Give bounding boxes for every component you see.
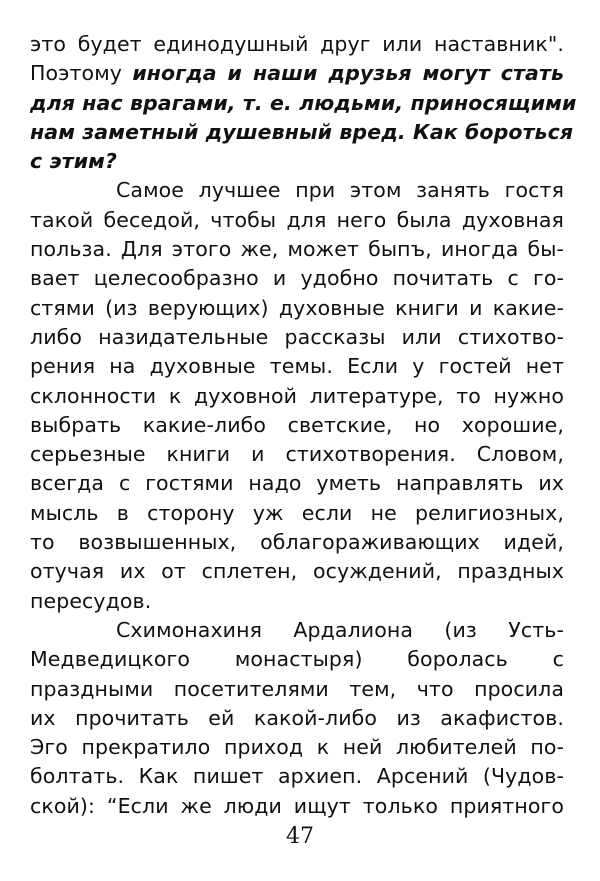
- text-line: либо назидательные рассказы или стихотво-: [30, 324, 564, 349]
- text-line: серьезные книги и стихотворения. Словом,: [30, 442, 564, 467]
- text-line: их прочитать ей какой-либо из акафистов.: [30, 705, 564, 730]
- text-line: ской): “Если же люди ищут только приятного: [30, 793, 564, 818]
- document-page: [30, 30, 577, 821]
- paragraph-start: Схимонахиня Ардалиона (из Усть-: [116, 617, 564, 642]
- text-line: [30, 59, 564, 88]
- text-line: такой беседой, чтобы для него была духовная: [30, 207, 564, 232]
- text-line: отучая их от сплетен, осуждений, праздных: [30, 559, 564, 584]
- text-line: Медведицкого монастыря) боролась с: [30, 647, 564, 672]
- text-span: Поэтому: [30, 61, 133, 86]
- text-line: Эго прекратило приход к ней любителей по-: [30, 735, 564, 760]
- question-text: с этим?: [30, 149, 118, 174]
- text-line: то возвышенных, облагораживающих идей,: [30, 530, 564, 555]
- text-line: всегда с гостями надо уметь направлять их: [30, 471, 564, 496]
- text-line: выбрать какие-либо светские, но хорошие,: [30, 412, 564, 437]
- question-text: иногда и наши друзья могут стать: [132, 61, 565, 86]
- question-text: нам заметный душевный вред. Как бороться: [30, 119, 574, 144]
- paragraph-start: Самое лучшее при этом занять гостя: [116, 178, 564, 203]
- text-line: склонности к духовной литературе, то нужно: [30, 383, 564, 408]
- text-line: польза. Для этого же, может быпъ, иногда бы-: [30, 237, 564, 262]
- text-line: пересудов.: [30, 588, 152, 613]
- text-line: вает целесообразно и удобно почитать с го-: [30, 266, 564, 291]
- text-line: стями (из верующих) духовные книги и какие-: [30, 295, 564, 320]
- page-number: 47: [286, 824, 314, 849]
- text-line: болтать. Как пишет архиеп. Арсений (Чудов-: [30, 764, 564, 789]
- question-text: для нас врагами, т. е. людьми, приносящими: [30, 90, 577, 115]
- text-line: рения на духовные темы. Если у гостей нет: [30, 354, 564, 379]
- text-line: праздными посетителями тем, что просила: [30, 676, 564, 701]
- text-line: это будет единодушный друг или наставник".: [30, 32, 564, 56]
- text-line: мысль в сторону уж если не религиозных,: [30, 500, 564, 525]
